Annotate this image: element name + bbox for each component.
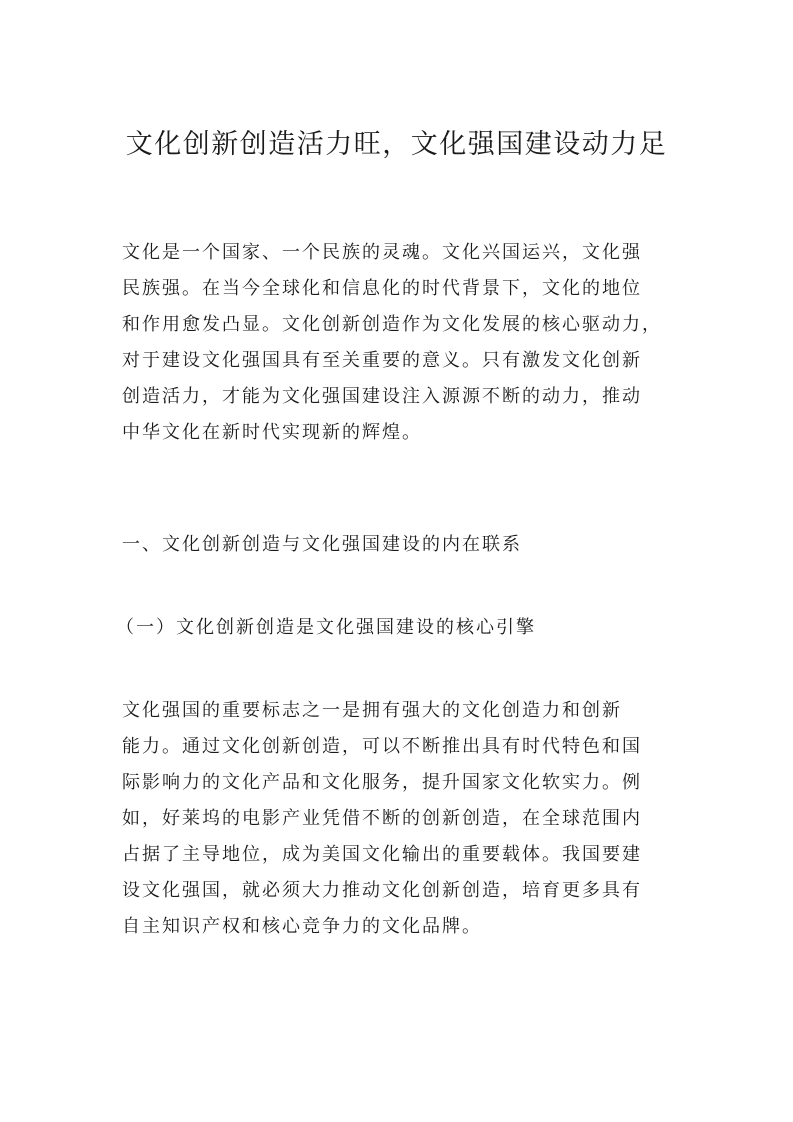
subsection-heading: （一）文化创新创造是文化强国建设的核心引擎 xyxy=(116,617,536,638)
paragraph-line: 对于建设文化强国具有至关重要的意义。只有激发文化创新 xyxy=(122,350,642,371)
subsection-heading-block xyxy=(116,610,676,646)
paragraph-line: 和作用愈发凸显。文化创新创造作为文化发展的核心驱动力， xyxy=(122,314,662,335)
paragraph-line: 设文化强国，就必须大力推动文化创新创造，培育更多具有 xyxy=(122,880,642,901)
body-paragraph xyxy=(122,693,682,945)
paragraph-line: 能力。通过文化创新创造，可以不断推出具有时代特色和国 xyxy=(122,736,642,757)
paragraph-line: 中华文化在新时代实现新的辉煌。 xyxy=(122,422,422,443)
intro-paragraph xyxy=(122,235,682,451)
paragraph-line: 文化强国的重要标志之一是拥有强大的文化创造力和创新 xyxy=(122,700,622,721)
paragraph-line: 际影响力的文化产品和文化服务，提升国家文化软实力。例 xyxy=(122,772,642,793)
paragraph-line: 创造活力，才能为文化强国建设注入源源不断的动力，推动 xyxy=(122,386,642,407)
paragraph-line: 自主知识产权和核心竞争力的文化品牌。 xyxy=(122,916,482,937)
section-heading: 一、文化创新创造与文化强国建设的内在联系 xyxy=(122,534,522,555)
paragraph-line: 占据了主导地位，成为美国文化输出的重要载体。我国要建 xyxy=(122,844,642,865)
paragraph-line: 文化是一个国家、一个民族的灵魂。文化兴国运兴，文化强 xyxy=(122,242,642,263)
section-heading-block xyxy=(122,527,682,563)
document-title: 文化创新创造活力旺，文化强国建设动力足 xyxy=(125,129,668,160)
paragraph-line: 民族强。在当今全球化和信息化的时代背景下，文化的地位 xyxy=(122,278,642,299)
paragraph-line: 如，好莱坞的电影产业凭借不断的创新创造，在全球范围内 xyxy=(122,808,642,829)
